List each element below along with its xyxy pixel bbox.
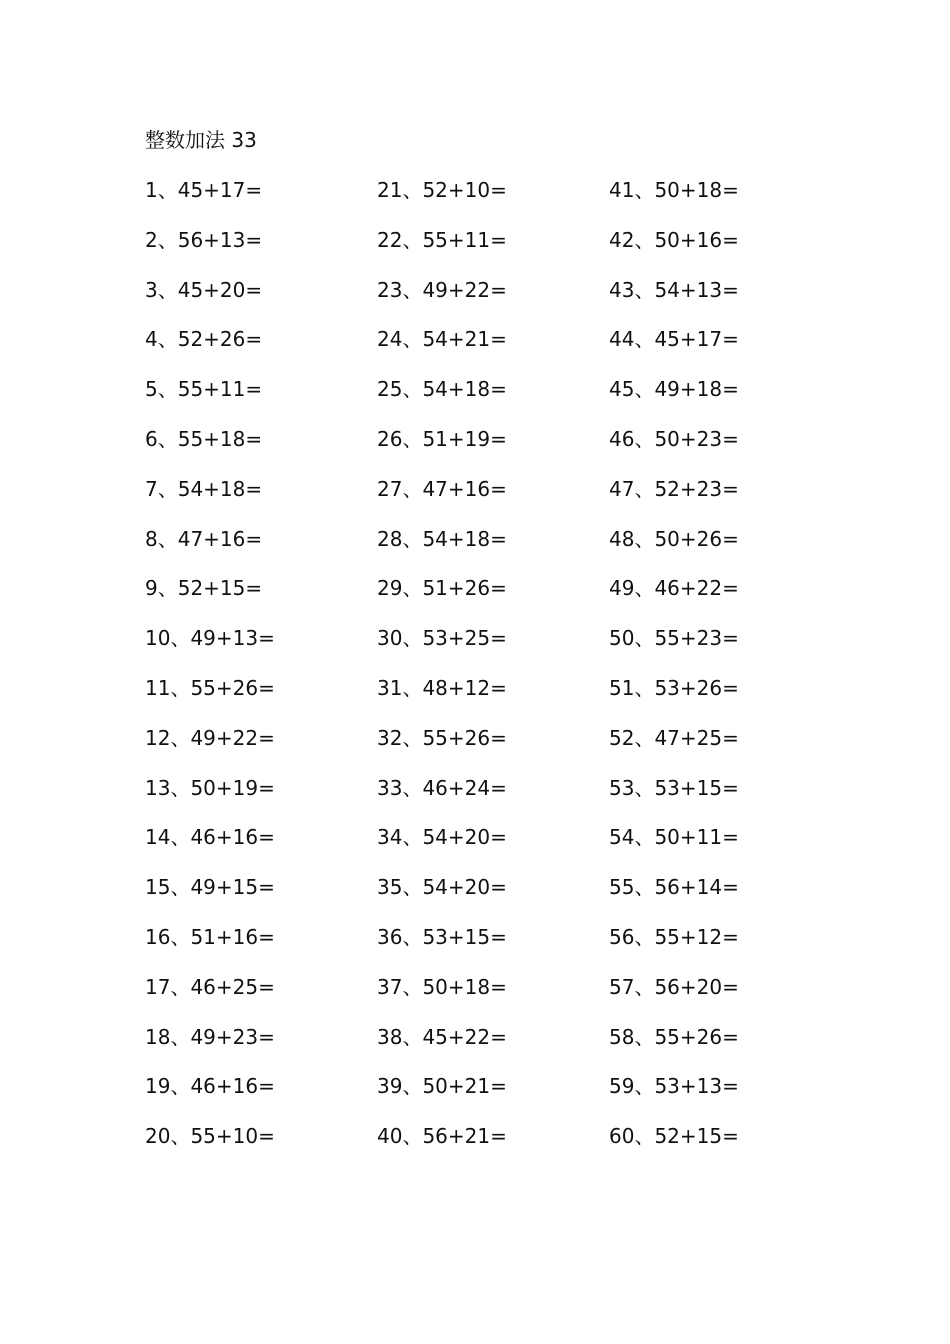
problem-item: 10、49+13=: [145, 626, 275, 651]
problem-item: 56、55+12=: [609, 924, 739, 949]
problem-item: 51、53+26=: [609, 675, 739, 700]
problem-item: 7、54+18=: [145, 476, 263, 501]
problem-item: 44、45+17=: [609, 327, 739, 352]
problem-item: 11、55+26=: [145, 675, 275, 700]
problem-item: 26、51+19=: [377, 426, 507, 451]
problem-item: 4、52+26=: [145, 327, 263, 352]
problem-item: 55、56+14=: [609, 875, 739, 900]
problem-item: 31、48+12=: [377, 675, 507, 700]
problem-item: 22、55+11=: [377, 227, 507, 252]
page-title: 整数加法 33: [145, 128, 257, 152]
problem-item: 29、51+26=: [377, 576, 507, 601]
problem-item: 6、55+18=: [145, 426, 263, 451]
problem-item: 8、47+16=: [145, 526, 263, 551]
problem-item: 41、50+18=: [609, 178, 739, 202]
problem-item: 59、53+13=: [609, 1074, 739, 1099]
problem-item: 20、55+10=: [145, 1124, 275, 1149]
problem-item: 57、56+20=: [609, 974, 739, 999]
problem-item: 2、56+13=: [145, 227, 263, 252]
problem-item: 21、52+10=: [377, 178, 507, 202]
problem-item: 5、55+11=: [145, 377, 263, 402]
problem-item: 36、53+15=: [377, 924, 507, 949]
problem-item: 32、55+26=: [377, 725, 507, 750]
problem-item: 14、46+16=: [145, 825, 275, 850]
problem-item: 49、46+22=: [609, 576, 739, 601]
problem-item: 34、54+20=: [377, 825, 507, 850]
problem-item: 48、50+26=: [609, 526, 739, 551]
problem-item: 16、51+16=: [145, 924, 275, 949]
problem-item: 60、52+15=: [609, 1124, 739, 1149]
problem-item: 54、50+11=: [609, 825, 739, 850]
problem-item: 24、54+21=: [377, 327, 507, 352]
problem-item: 28、54+18=: [377, 526, 507, 551]
problem-item: 40、56+21=: [377, 1124, 507, 1149]
problem-item: 3、45+20=: [145, 277, 263, 302]
problem-item: 39、50+21=: [377, 1074, 507, 1099]
problem-item: 15、49+15=: [145, 875, 275, 900]
problem-item: 30、53+25=: [377, 626, 507, 651]
problem-item: 18、49+23=: [145, 1024, 275, 1049]
problem-item: 47、52+23=: [609, 476, 739, 501]
problem-item: 13、50+19=: [145, 775, 275, 800]
problem-item: 37、50+18=: [377, 974, 507, 999]
problem-item: 17、46+25=: [145, 974, 275, 999]
problem-item: 38、45+22=: [377, 1024, 507, 1049]
problem-grid: [145, 176, 841, 1172]
problem-item: 45、49+18=: [609, 377, 739, 402]
problem-item: 58、55+26=: [609, 1024, 739, 1049]
problem-item: 1、45+17=: [145, 178, 263, 202]
problem-item: 12、49+22=: [145, 725, 275, 750]
problem-item: 9、52+15=: [145, 576, 263, 601]
problem-item: 27、47+16=: [377, 476, 507, 501]
problem-item: 33、46+24=: [377, 775, 507, 800]
problem-item: 46、50+23=: [609, 426, 739, 451]
problem-item: 19、46+16=: [145, 1074, 275, 1099]
problem-item: 53、53+15=: [609, 775, 739, 800]
problem-item: 50、55+23=: [609, 626, 739, 651]
problem-item: 35、54+20=: [377, 875, 507, 900]
problem-item: 52、47+25=: [609, 725, 739, 750]
problem-item: 23、49+22=: [377, 277, 507, 302]
problem-item: 25、54+18=: [377, 377, 507, 402]
problem-item: 43、54+13=: [609, 277, 739, 302]
problem-item: 42、50+16=: [609, 227, 739, 252]
